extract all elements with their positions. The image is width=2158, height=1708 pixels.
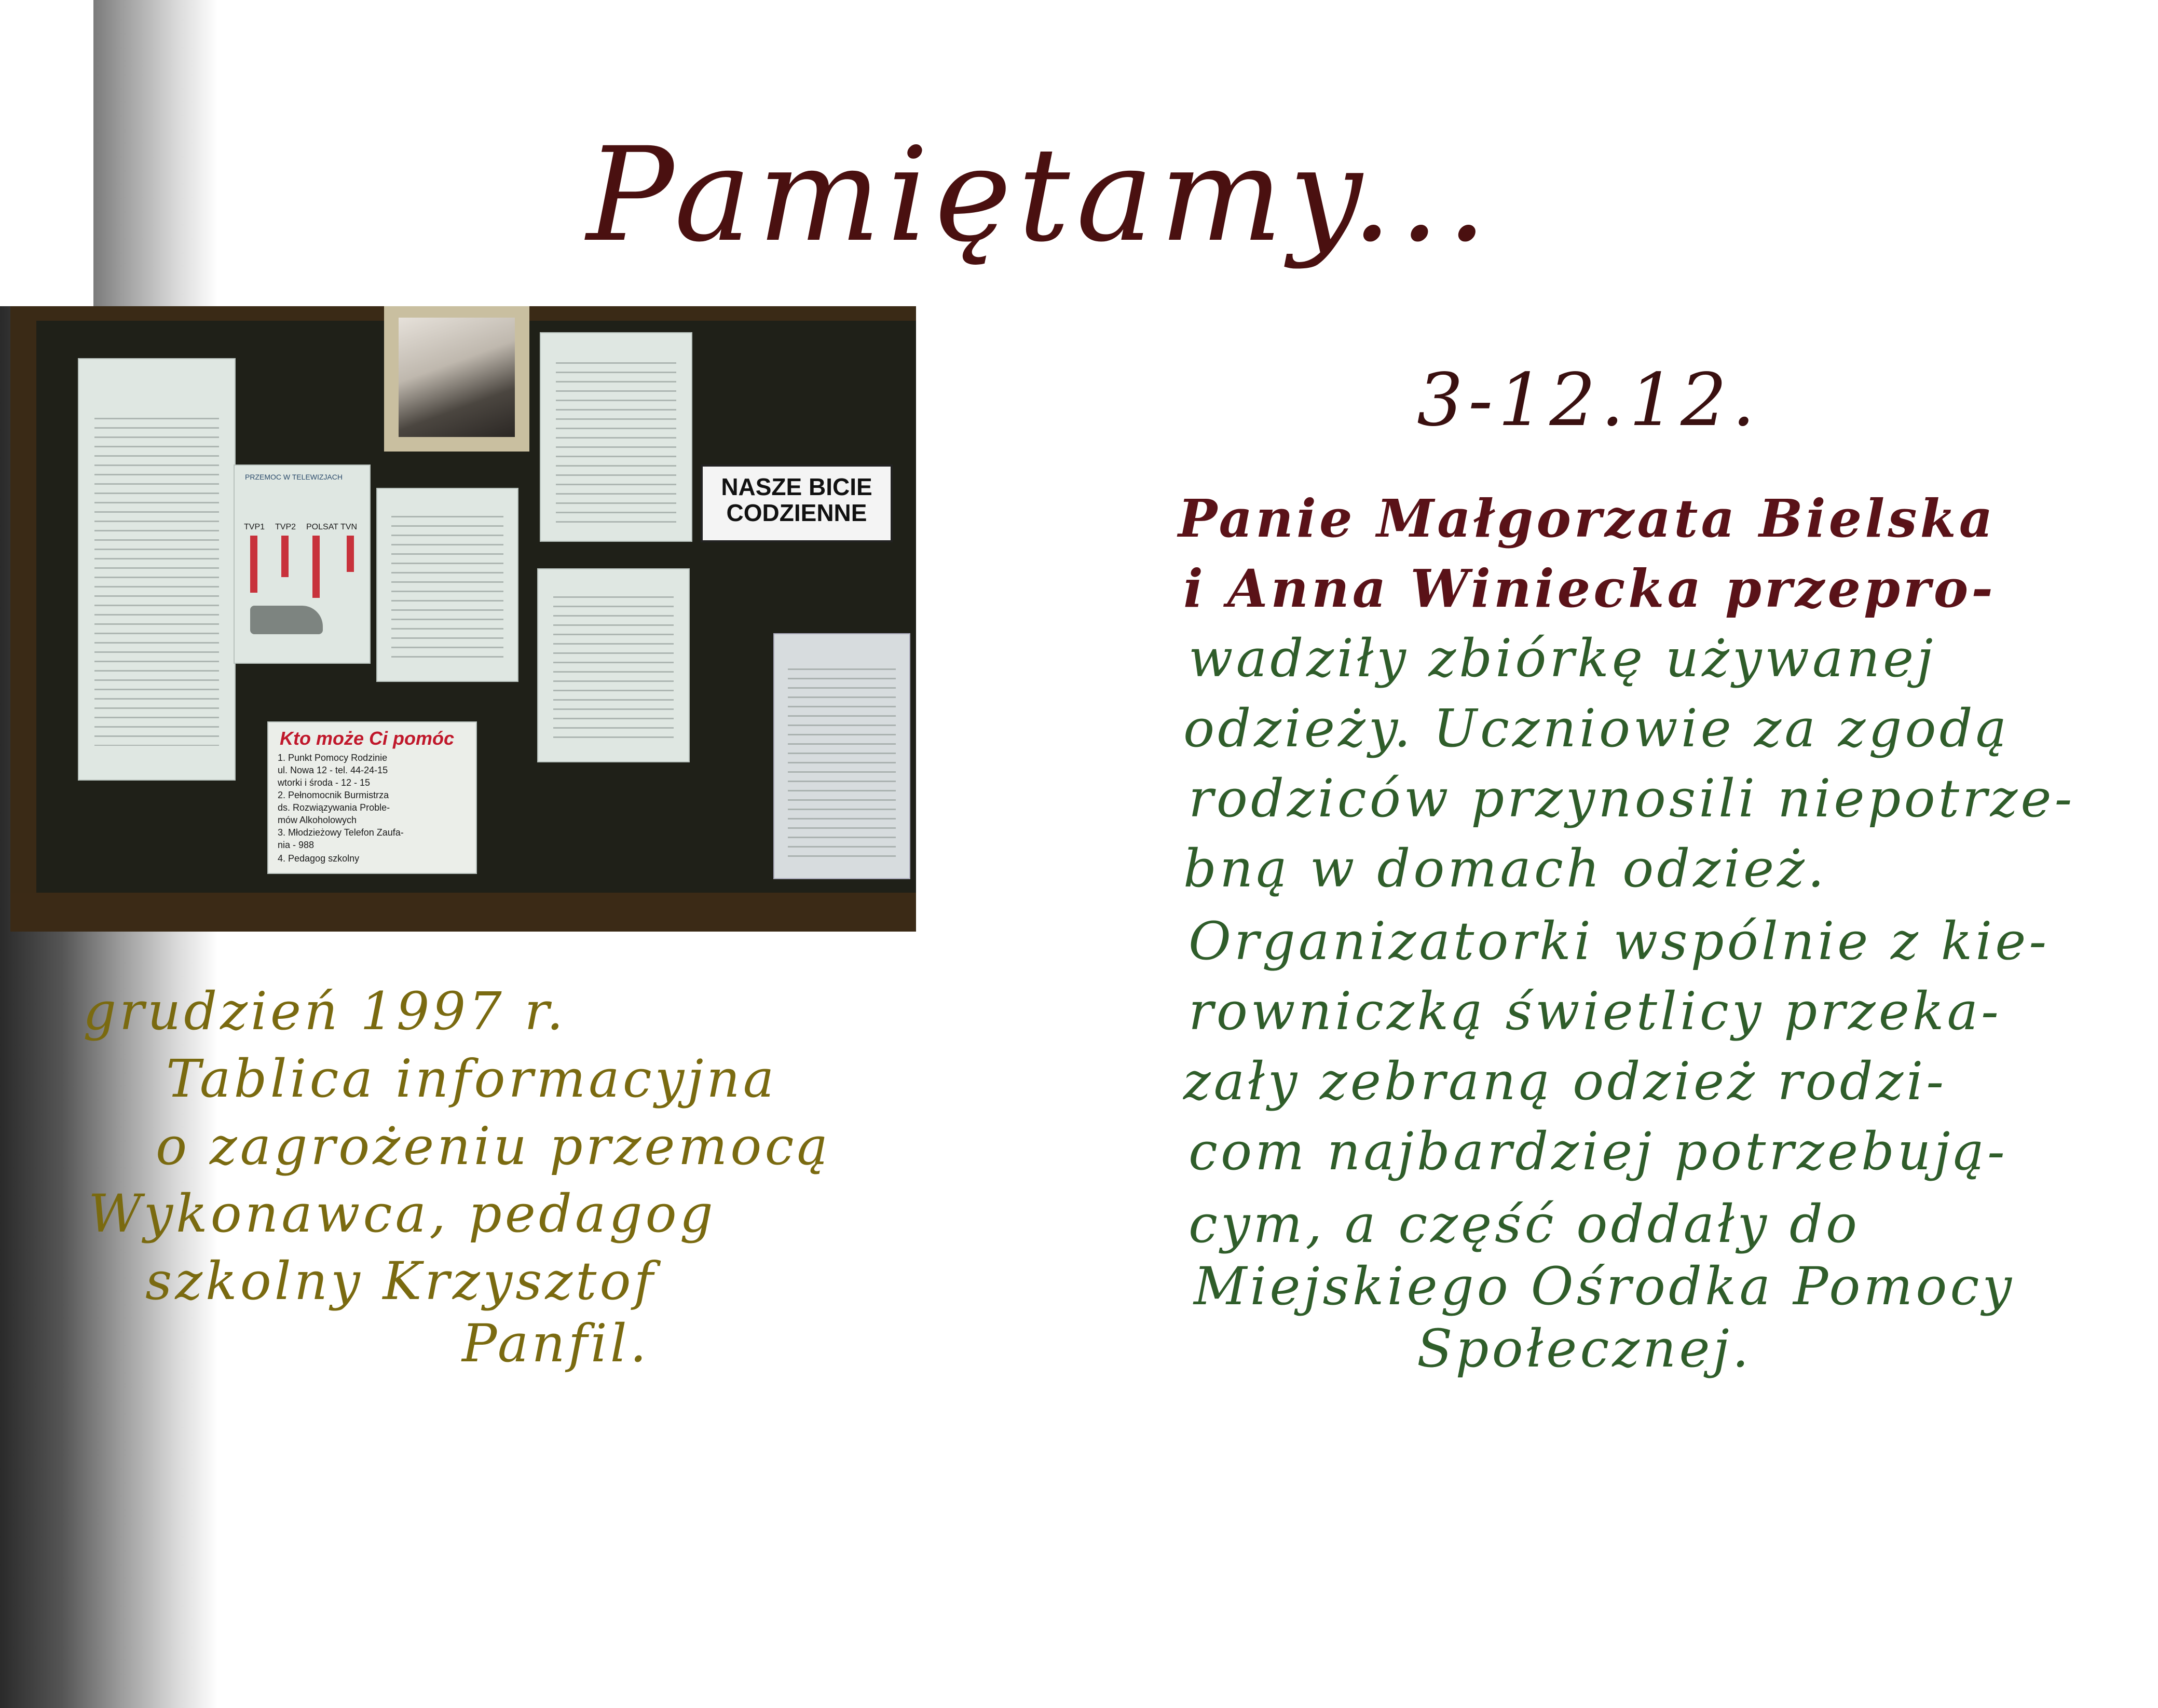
note-line: wadziły zbiórkę używanej xyxy=(1189,628,1936,689)
slogan-sign xyxy=(701,464,893,542)
caption-line: Tablica informacyjna xyxy=(166,1048,777,1109)
help-item: 3. Młodzieżowy Telefon Zaufa- xyxy=(278,827,404,838)
caption-line: Wykonawca, pedagog xyxy=(88,1183,716,1244)
note-line: Organizatorki wspólnie z kie- xyxy=(1189,911,2050,972)
note-line: cym, a część oddały do xyxy=(1189,1194,1861,1254)
help-item: mów Alkoholowych xyxy=(278,815,357,825)
pistol-icon xyxy=(250,606,323,634)
red-ribbon xyxy=(312,536,320,598)
help-item: wtorki i środa - 12 - 15 xyxy=(278,777,371,788)
help-item: ds. Rozwiązywania Proble- xyxy=(278,802,390,813)
event-date: 3-12.12. xyxy=(1417,358,1760,443)
caption-line: grudzień 1997 r. xyxy=(83,981,567,1042)
newspaper-clipping-right xyxy=(540,332,692,542)
board-frame-left xyxy=(10,306,36,932)
help-poster-title: Kto może Ci pomóc xyxy=(280,728,455,749)
help-contacts-poster xyxy=(267,721,477,874)
clipping-text-lines xyxy=(788,668,896,859)
scan-shadow-top xyxy=(0,0,93,306)
notice-board-photo xyxy=(10,306,916,932)
tv-violence-poster xyxy=(234,464,371,664)
clipping-text-lines xyxy=(94,418,219,746)
poster-text-lines xyxy=(391,516,503,666)
clipping-text-lines xyxy=(556,362,676,524)
red-ribbon xyxy=(347,536,354,572)
help-item: 4. Pedagog szkolny xyxy=(278,853,360,864)
slogan-line-1: NASZE BICIE xyxy=(721,473,872,500)
note-line: Panie Małgorzata Bielska xyxy=(1178,488,1996,549)
newspaper-clipping-bottom-right xyxy=(773,633,910,879)
note-line: odzieży. Uczniowie za zgodą xyxy=(1183,698,2010,759)
help-item: nia - 988 xyxy=(278,840,315,850)
note-line: Społecznej. xyxy=(1417,1318,1752,1379)
note-line: zały zebraną odzież rodzi- xyxy=(1183,1051,1947,1112)
checklist-poster xyxy=(537,568,690,762)
portrait-poster xyxy=(384,306,529,452)
note-line: Miejskiego Ośrodka Pomocy xyxy=(1194,1256,2015,1317)
questionnaire-poster xyxy=(376,488,518,682)
help-item: 1. Punkt Pomocy Rodzinie xyxy=(278,753,388,763)
tv-poster-title: PRZEMOC W TELEWIZJACH xyxy=(245,473,343,481)
note-line: bną w domach odzież. xyxy=(1183,838,1827,899)
page-title: Pamiętamy... xyxy=(586,119,1494,270)
note-line: i Anna Winiecka przepro- xyxy=(1183,558,1996,619)
newspaper-clipping-left xyxy=(78,358,236,781)
slogan-line-2: CODZIENNE xyxy=(726,499,867,526)
red-ribbon xyxy=(281,536,289,577)
checklist-text-lines xyxy=(553,596,674,746)
portrait-photo xyxy=(399,318,515,437)
tv-channel-label: TVN xyxy=(340,523,357,531)
note-line: rodziców przynosili niepotrze- xyxy=(1189,768,2075,829)
caption-line: Panfil. xyxy=(462,1313,650,1374)
board-frame-bottom xyxy=(10,893,916,932)
note-line: com najbardziej potrzebują- xyxy=(1189,1121,2008,1182)
caption-line: o zagrożeniu przemocą xyxy=(156,1116,831,1177)
tv-channel-label: TVP2 xyxy=(275,523,296,531)
red-ribbon xyxy=(250,536,257,593)
tv-channel-label: POLSAT xyxy=(306,523,338,531)
help-item: 2. Pełnomocnik Burmistrza xyxy=(278,790,389,800)
tv-channel-label: TVP1 xyxy=(244,523,265,531)
caption-line: szkolny Krzysztof xyxy=(145,1251,657,1311)
help-item: ul. Nowa 12 - tel. 44-24-15 xyxy=(278,765,388,775)
note-line: rowniczką świetlicy przeka- xyxy=(1189,981,2002,1042)
